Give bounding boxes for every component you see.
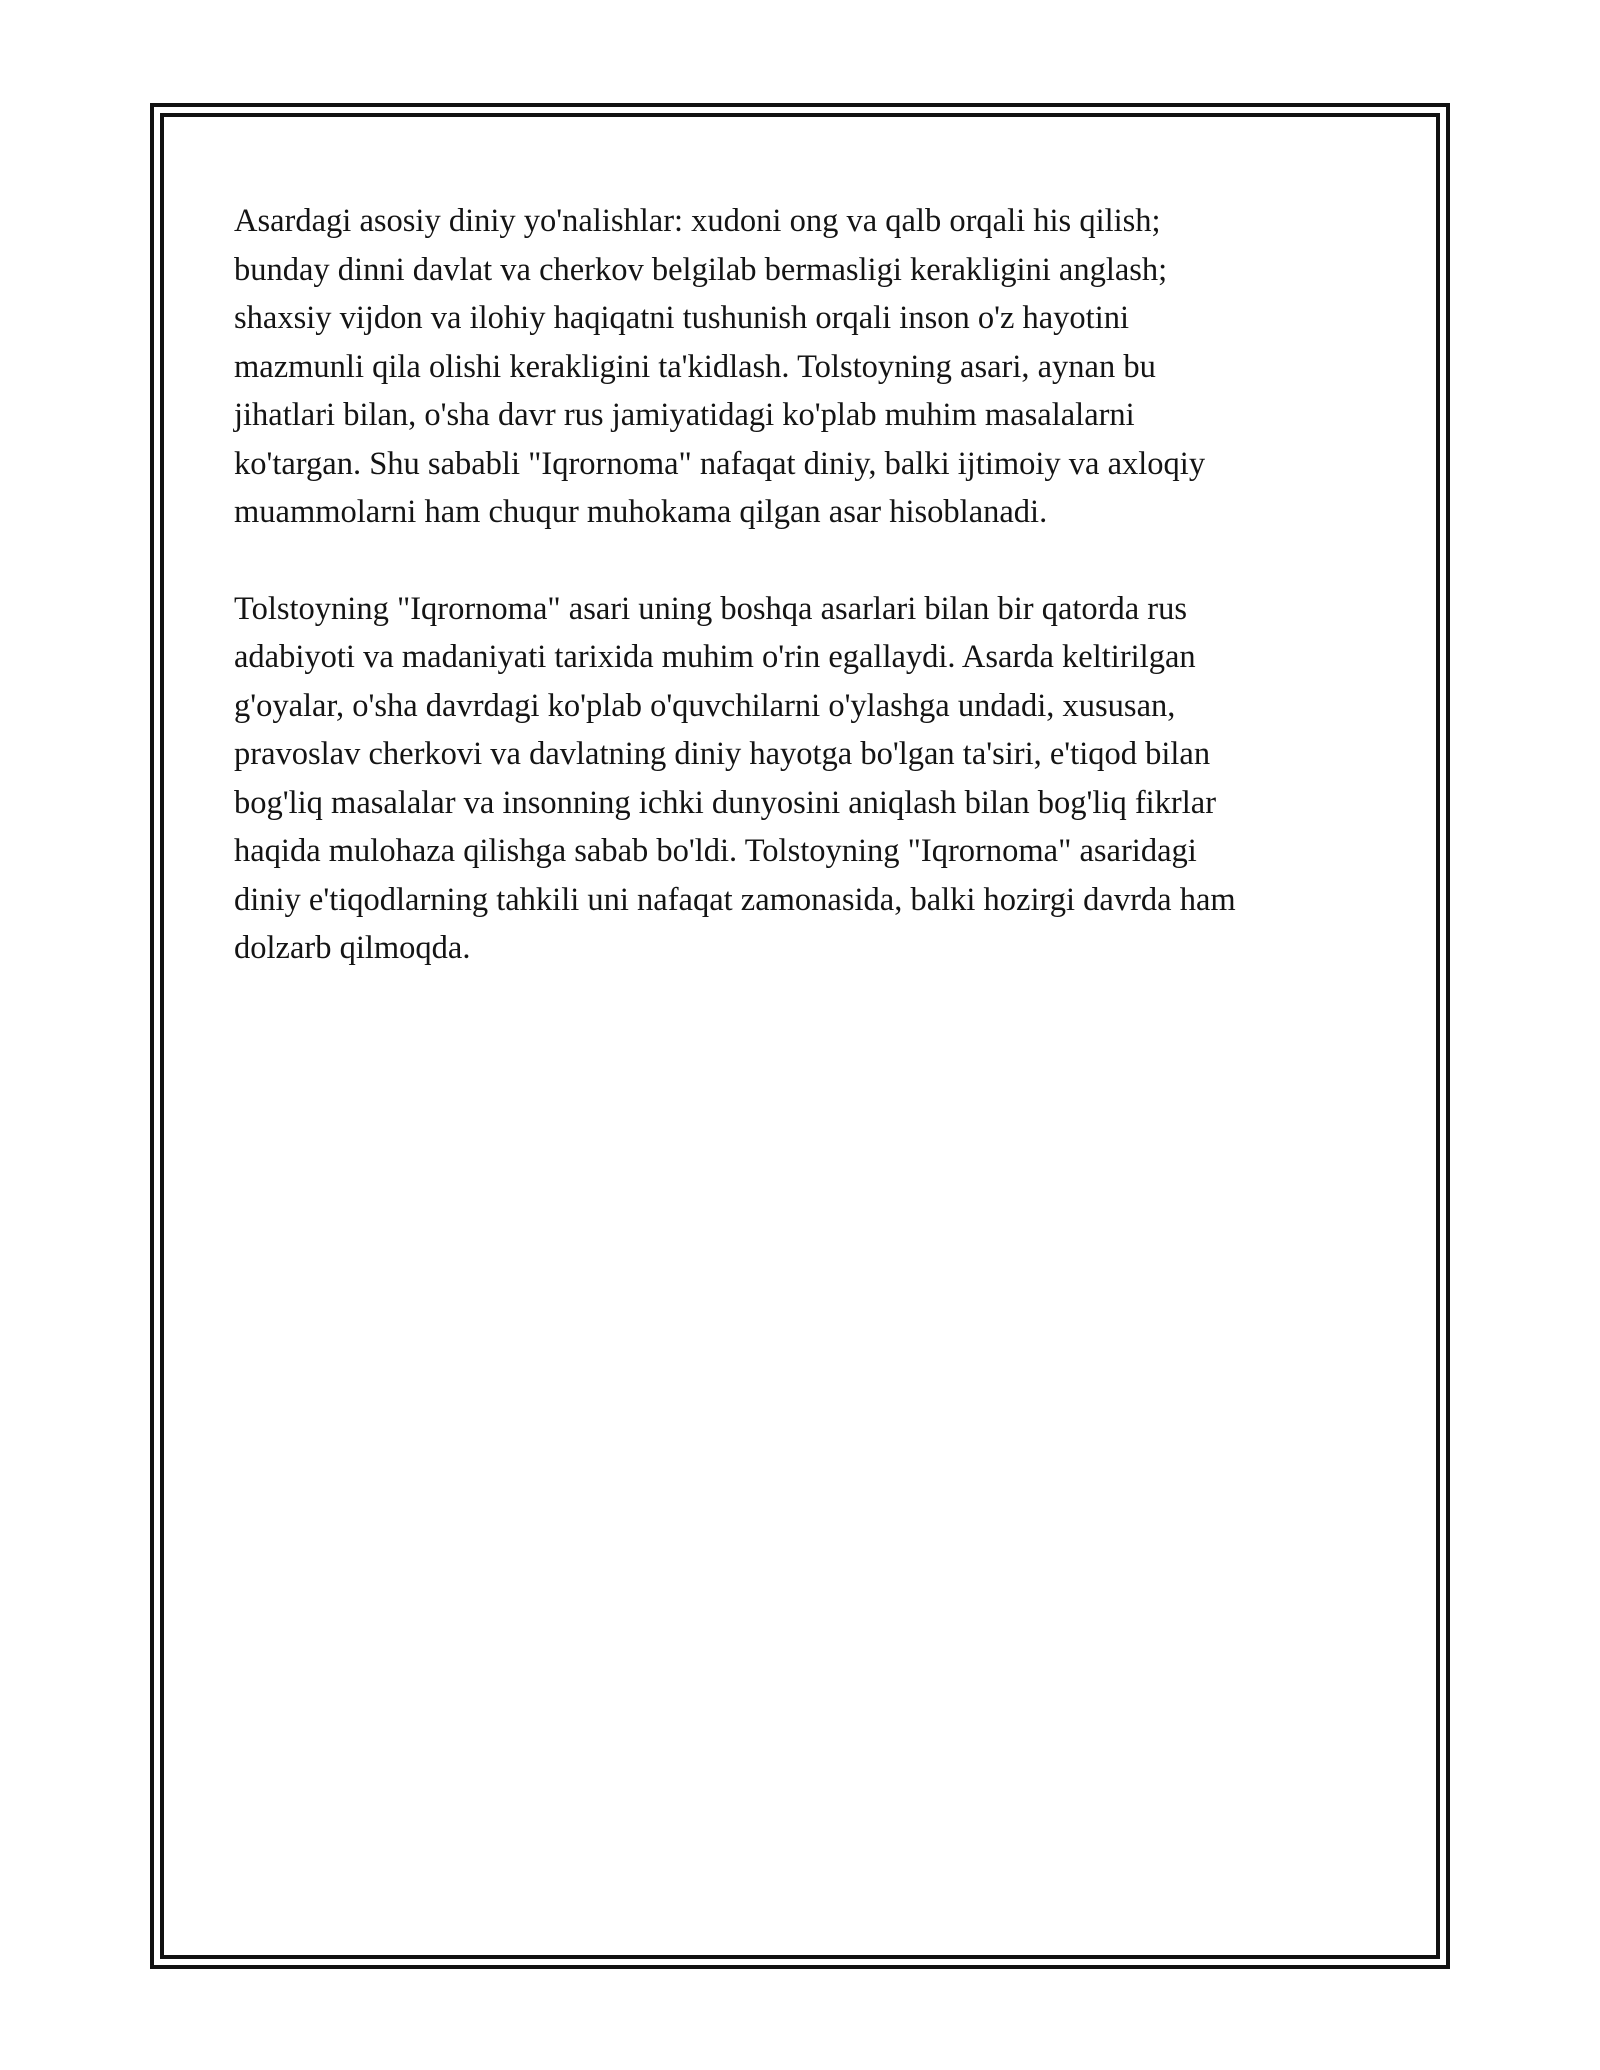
page-border-outer <box>150 103 1450 1969</box>
paragraph-2 <box>234 585 1384 973</box>
text-line: jihatlari bilan, o'sha davr rus jamiyatidagi ko'plab muhim masalalarni <box>234 397 1135 433</box>
text-line: pravoslav cherkovi va davlatning diniy hayotga bo'lgan ta'siri, e'tiqod bilan <box>234 736 1211 772</box>
text-line: diniy e'tiqodlarning tahkili uni nafaqat zamonasida, balki hozirgi davrda ham <box>234 881 1236 918</box>
text-line: shaxsiy vijdon va ilohiy haqiqatni tushunish orqali inson o'z hayotini <box>234 300 1130 336</box>
text-line: muammolarni ham chuqur muhokama qilgan asar hisoblanadi. <box>234 494 1048 530</box>
paragraph-1 <box>234 197 1384 537</box>
page-border-inner <box>160 113 1440 1959</box>
text-line: haqida mulohaza qilishga sabab bo'ldi. Tolstoyning "Iqrornoma" asaridagi <box>234 833 1197 869</box>
text-line: bog'liq masalalar va insonning ichki dunyosini aniqlash bilan bog'liq fikrlar <box>234 784 1217 821</box>
text-line: Tolstoyning "Iqrornoma" asari uning boshqa asarlari bilan bir qatorda rus <box>234 590 1187 627</box>
text-line: mazmunli qila olishi kerakligini ta'kidlash. Tolstoyning asari, aynan bu <box>234 348 1156 385</box>
text-line: Asardagi asosiy diniy yo'nalishlar: xudoni ong va qalb orqali his qilish; <box>234 203 1161 239</box>
text-line: bunday dinni davlat va cherkov belgilab bermasligi kerakligini anglash; <box>234 251 1168 288</box>
text-line: adabiyoti va madaniyati tarixida muhim o'rin egallaydi. Asarda keltirilgan <box>234 639 1196 675</box>
text-line: ko'targan. Shu sababli "Iqrornoma" nafaqat diniy, balki ijtimoiy va axloqiy <box>234 445 1206 482</box>
text-line: g'oyalar, o'sha davrdagi ko'plab o'quvchilarni o'ylashga undadi, xususan, <box>234 687 1176 724</box>
text-line: dolzarb qilmoqda. <box>234 930 471 966</box>
document-body <box>234 197 1384 1021</box>
